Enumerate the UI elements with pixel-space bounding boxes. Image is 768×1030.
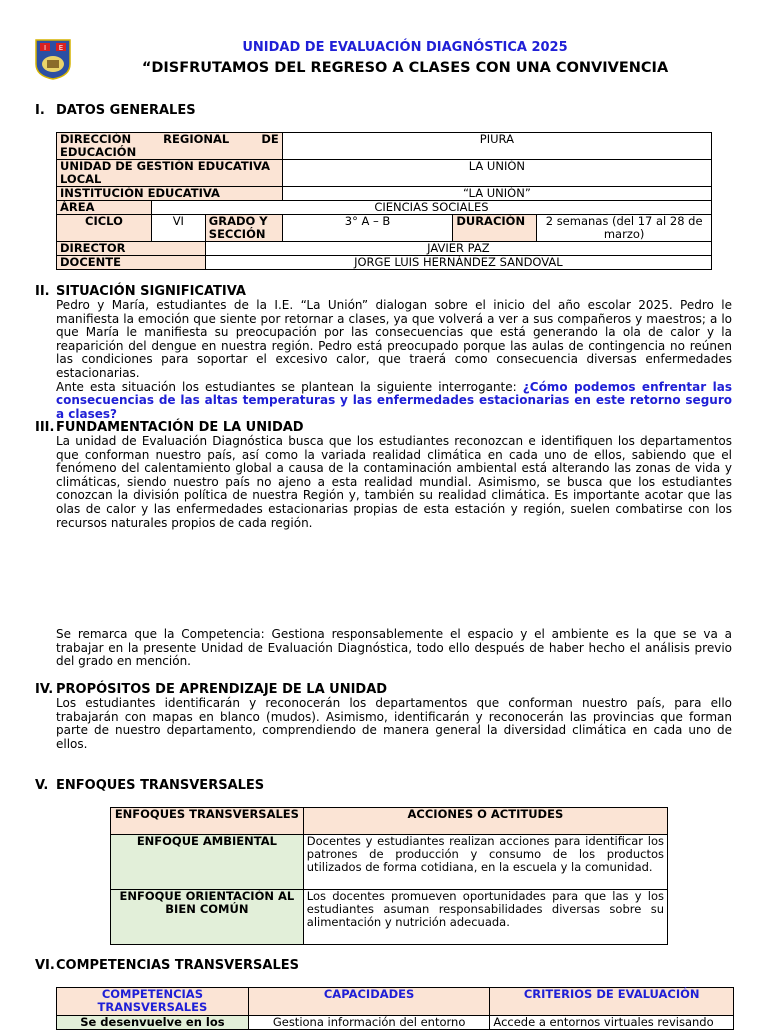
- competency-name: Se desenvuelve en los: [57, 1016, 249, 1030]
- ugel-value: LA UNIÓN: [282, 160, 711, 187]
- approach-name: ENFOQUE AMBIENTAL: [111, 835, 304, 890]
- docente-value: JORGE LUIS HERNÁNDEZ SANDOVAL: [205, 256, 711, 270]
- section-heading-6: VI.COMPETENCIAS TRANSVERSALES: [35, 958, 299, 973]
- approach-action: Docentes y estudiantes realizan acciones para identificar los patrones de producción y consumo de los productos utilizados de forma cotidiana, en la escuela y la comunidad.: [303, 835, 667, 890]
- section-heading-5: V. ENFOQUES TRANSVERSALES: [35, 778, 265, 793]
- ugel-label: UNIDAD DE GESTIÓN EDUCATIVA LOCAL: [57, 160, 283, 187]
- document-title: UNIDAD DE EVALUACIÓN DIAGNÓSTICA 2025: [242, 40, 568, 55]
- director-value: JAVIER PAZ: [205, 242, 711, 256]
- dre-value: PIURA: [282, 133, 711, 160]
- area-label: ÁREA: [57, 201, 152, 215]
- capacity: Gestiona información del entorno: [248, 1016, 490, 1030]
- director-label: DIRECTOR: [57, 242, 206, 256]
- approaches-header-2: ACCIONES O ACTITUDES: [303, 808, 667, 835]
- section-heading-2: II. SITUACIÓN SIGNIFICATIVA: [35, 284, 246, 299]
- guiding-question: ¿Cómo podemos enfrentar las consecuencias de las altas temperaturas y las enfermedades estacionarias en este retorno seguro a clases?: [56, 379, 732, 421]
- section-heading-1: I. DATOS GENERALES: [35, 103, 196, 118]
- ciclo-value: VI: [151, 215, 205, 242]
- approaches-table: [110, 807, 668, 945]
- docente-label: DOCENTE: [57, 256, 206, 270]
- approach-name: ENFOQUE ORIENTACIÓN AL BIEN COMÚN: [111, 890, 304, 945]
- duracion-label: DURACIÓN: [453, 215, 537, 242]
- approach-action: Los docentes promueven oportunidades para que las y los estudiantes asuman responsabilidades diversas sobre su alimentación y nutrición adecuada.: [303, 890, 667, 945]
- ie-value: “LA UNIÓN”: [282, 187, 711, 201]
- section-heading-3: III. FUNDAMENTACIÓN DE LA UNIDAD: [35, 420, 304, 435]
- competencies-header-2: CAPACIDADES: [248, 988, 490, 1016]
- duracion-value: 2 semanas (del 17 al 28 de marzo): [537, 215, 712, 242]
- document-subtitle: “DISFRUTAMOS DEL REGRESO A CLASES CON UNA CONVIVENCIA: [141, 60, 669, 76]
- section-heading-4: IV. PROPÓSITOS DE APRENDIZAJE DE LA UNIDAD: [35, 682, 388, 697]
- ciclo-label: CICLO: [57, 215, 152, 242]
- competencies-header-1: COMPETENCIAS TRANSVERSALES: [57, 988, 249, 1016]
- dre-label: DIRECCIÓN REGIONAL DE EDUCACIÓN: [57, 133, 283, 160]
- competence-paragraph: Se remarca que la Competencia: Gestiona responsablemente el espacio y el ambiente es la que se va a trabajar en la presente Unidad de Evaluación Diagnóstica, todo ello después de haber hecho el análisis previo del grado en mención.: [56, 627, 732, 669]
- general-data-table: [56, 132, 712, 270]
- approaches-header-1: ENFOQUES TRANSVERSALES: [111, 808, 304, 835]
- rationale-paragraph: La unidad de Evaluación Diagnóstica busca que los estudiantes reconozcan e identifiquen los departamentos que conforman nuestro país, así como la variada realidad climática en cada uno de ellos, sabiendo que el fenómeno del calentamiento global a causa de la contaminación ambiental está alterando las zonas de vida y climáticas, siendo nuestro país no ajeno a esta realidad mundial. Asimismo, se busca que los estudiantes conozcan la división política de nuestra Región y, también su realidad climática. Es importante acotar que las olas de calor y las enfermedades estacionarias propias de esta estación y región, suelen combatirse con los recursos naturales propios de cada región.: [56, 434, 732, 530]
- situation-paragraph: Pedro y María, estudiantes de la I.E. “La Unión” dialogan sobre el inicio del año escolar 2025. Pedro le manifiesta la emoción que siente por retornar a clases, ya que volverá a ver a sus compañeros y maestros; a lo que María le manifiesta su preocupación por las consecuencias que está generando la ola de calor y la reaparición del dengue en nuestra región. Pedro está preocupado porque las aulas de contingencia no reúnen las condiciones para soportar el excesivo calor, que traerá como consecuencia diversas enfermedades estacionarias. Ante esta situación los estudiantes se plantean la siguiente interrogante: ¿Cómo podemos enfrentar las consecuencias de las altas temperaturas y las enfermedades estacionarias en este retorno seguro a clases?: [56, 298, 732, 421]
- criterion: Accede a entornos virtuales revisando: [490, 1016, 734, 1030]
- svg-text:I: I: [43, 44, 47, 52]
- grado-value: 3° A – B: [282, 215, 453, 242]
- svg-text:E: E: [58, 44, 64, 52]
- grado-label: GRADO Y SECCIÓN: [205, 215, 282, 242]
- area-value: CIENCIAS SOCIALES: [151, 201, 711, 215]
- purposes-paragraph: Los estudiantes identificarán y reconocerán los departamentos que conforman nuestro país, para ello trabajarán con mapas en blanco (mudos). Asimismo, identificarán y reconocerán las provincias que forman parte de nuestro departamento, comprendiendo de manera general la diversidad climática en cada uno de ellos.: [56, 696, 732, 751]
- competencies-header-3: CRITERIOS DE EVALUACIÓN: [490, 988, 734, 1016]
- ie-label: INSTITUCIÓN EDUCATIVA: [57, 187, 283, 201]
